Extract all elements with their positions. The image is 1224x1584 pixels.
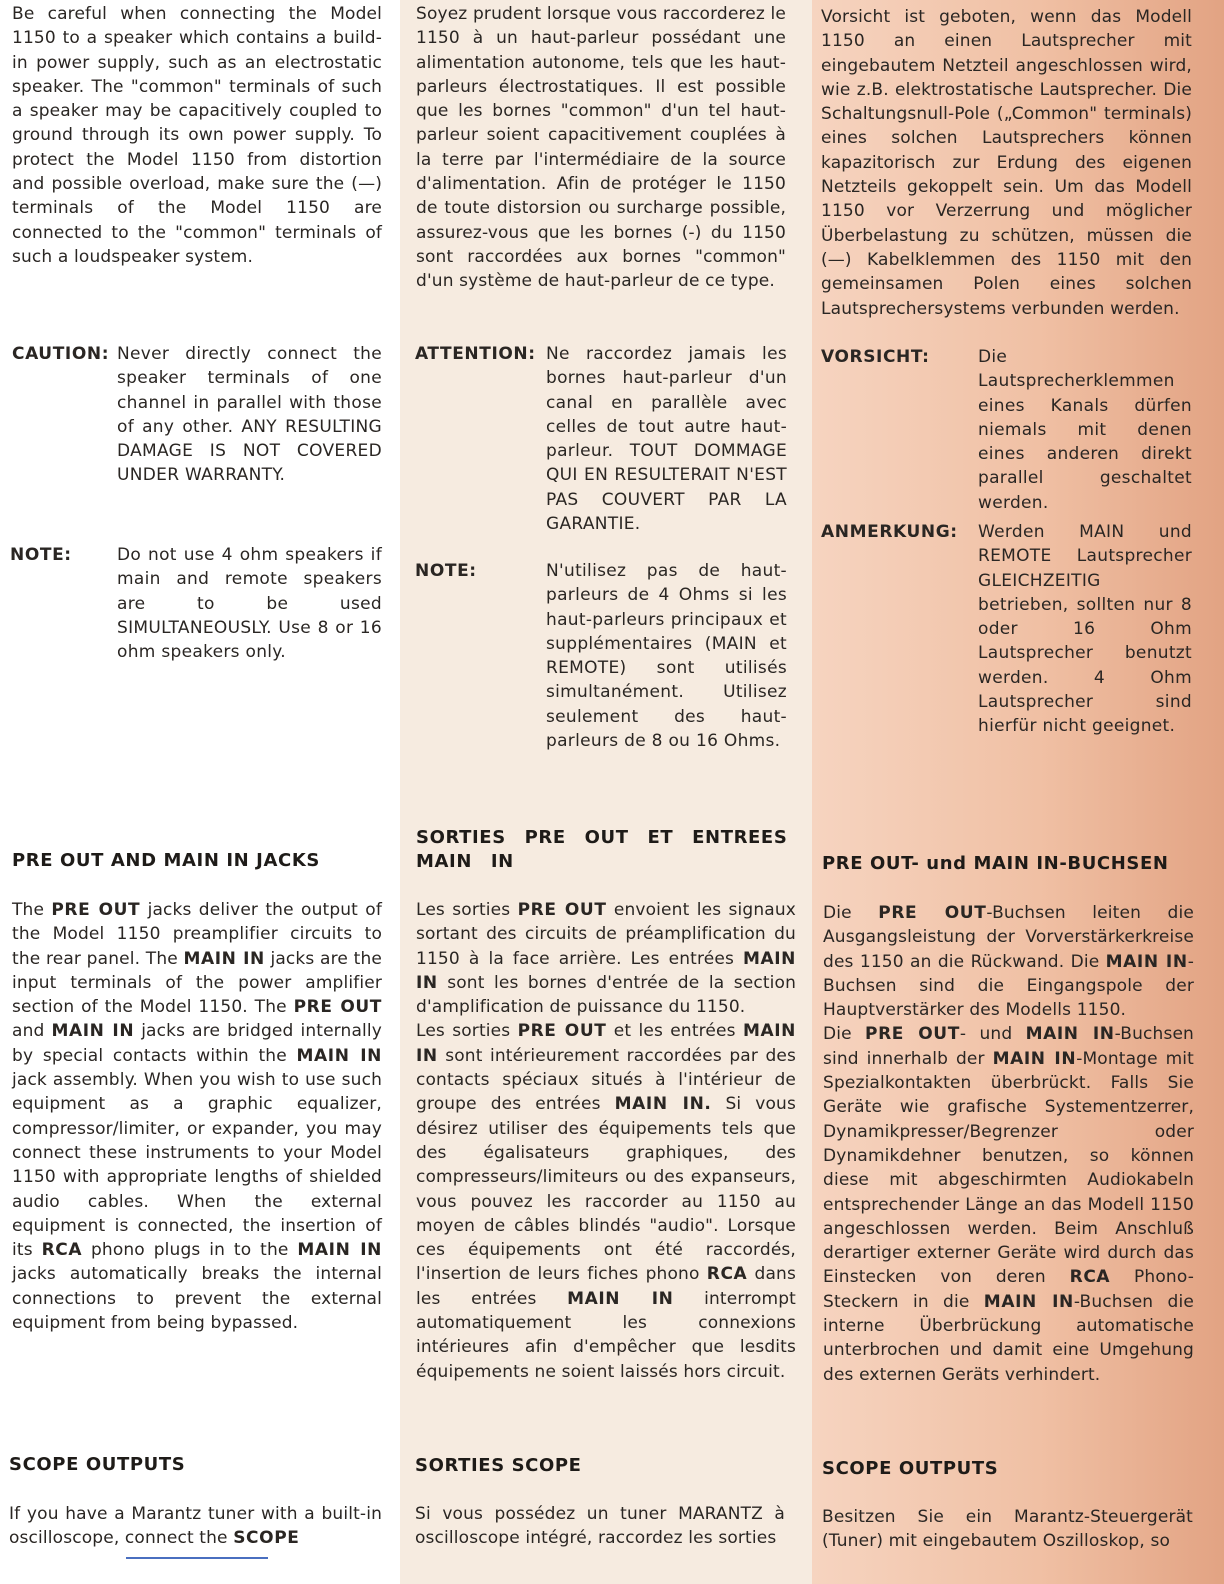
fr-intro-block: [416, 2, 786, 294]
fr-note: [415, 559, 787, 753]
de-note: [821, 520, 1192, 739]
en-caution-text: Never directly connect the speaker terminals of one channel in parallel with those of any other. ANY RESULTING DAMAGE IS NOT COVERED UNDER WARRANTY.: [117, 344, 382, 486]
german-column: [812, 0, 1224, 1584]
de-intro-block: [821, 5, 1192, 321]
en-caution: [12, 342, 382, 488]
en-note-text: Do not use 4 ohm speakers if main and remote speakers are to be used SIMULTANEOUSLY. Use 8 or 16 ohm speakers only.: [117, 545, 382, 663]
de-intro-text: Vorsicht ist geboten, wenn das Modell 1150 an einen Lautsprecher mit eingebautem Netzteil angeschlossen wird, wie z.B. elektrostatische Lautsprecher. Die Schaltungsnull-Pole („Common" terminals) eines solchen Lautsprechers können kapazitorisch zur Erdung des eigenen Netzteils gekoppelt sein. Um das Modell 1150 vor Verzerrung und möglicher Überbelastung zu schützen, müssen die (—) Kabelklemmen des 1150 mit den gemeinsamen Polen eines solchen Lautsprechersystems verbunden werden.: [821, 7, 1192, 319]
de-note-text: Werden MAIN und REMOTE Lautsprecher GLEICHZEITIG betrieben, sollten nur 8 oder 16 Ohm Lautsprecher benutzt werden. 4 Ohm Lautsprecher sind hierfür nicht geeignet.: [978, 522, 1192, 737]
fr-scope-text: Si vous possédez un tuner MARANTZ à oscilloscope intégré, raccordez les sorties: [415, 1504, 785, 1549]
ink-underline-mark: [126, 1557, 268, 1559]
de-preout-block: [823, 901, 1194, 1387]
english-column: [0, 0, 400, 1584]
en-scope-block: [9, 1502, 382, 1551]
en-preout-heading: PRE OUT AND MAIN IN JACKS: [12, 850, 320, 871]
de-caution-text: Die Lautsprecherklemmen eines Kanals dürfen niemals mit denen eines anderen direkt parallel geschaltet werden.: [978, 347, 1192, 513]
en-caution-label: CAUTION:: [12, 344, 110, 364]
fr-intro-text: Soyez prudent lorsque vous raccorderez le 1150 à un haut-parleur possédant une alimentation autonome, tels que les haut-parleurs électrostatiques. Il est possible que les bornes "common" d'un tel haut-parleur soient capacitivement couplées à la terre par l'intermédiaire de la source d'alimentation. Afin de protéger le 1150 de toute distorsion ou surcharge possible, assurez-vous que les bornes (-) du 1150 sont raccordées aux bornes "common" d'un système de haut-parleur de ce type.: [416, 4, 786, 292]
de-scope-text: Besitzen Sie ein Marantz-Steuergerät (Tuner) mit eingebautem Oszilloskop, so: [822, 1507, 1193, 1552]
fr-preout-block: [416, 898, 796, 1384]
de-caution-label: VORSICHT:: [821, 347, 930, 367]
de-scope-block: [822, 1505, 1193, 1554]
de-scope-heading: SCOPE OUTPUTS: [822, 1458, 999, 1479]
fr-note-text: N'utilisez pas de haut-parleurs de 4 Ohms si les haut-parleurs principaux et supplémentaires (MAIN et REMOTE) sont utilisés simultanément. Utilisez seulement des haut-parleurs de 8 ou 16 Ohms.: [546, 561, 787, 752]
fr-preout-text-1: Les sorties PRE OUT envoient les signaux sortant des circuits de préamplification du 1150 à la face arrière. Les entrées MAIN IN sont les bornes d'entrée de la section d'amplification de puissance du 1150.: [416, 900, 796, 1018]
de-caution: [821, 345, 1192, 515]
fr-note-label: NOTE:: [415, 561, 477, 581]
en-preout-text: The PRE OUT jacks deliver the output of the Model 1150 preamplifier circuits to the rear panel. The MAIN IN jacks are the input terminals of the power amplifier section of the Model 1150. The PRE OUT and MAIN IN jacks are bridged internally by special contacts within the MAIN IN jack assembly. When you wish to use such equipment as a graphic equalizer, compressor/limiter, or expander, you may connect these instruments to your Model 1150 with appropriate lengths of shielded audio cables. When the external equipment is connected, the insertion of its RCA phono plugs in to the MAIN IN jacks automatically breaks the internal connections to prevent the external equipment from being bypassed.: [12, 900, 382, 1334]
fr-caution: [415, 342, 787, 536]
fr-scope-heading: SORTIES SCOPE: [415, 1455, 582, 1476]
fr-preout-text-2: Les sorties PRE OUT et les entrées MAIN IN sont intérieurement raccordées par des contacts spéciaux situés à l'intérieur de groupe des entrées MAIN IN. Si vous désirez utiliser des équipements tels que des égalisateurs graphiques, des compresseurs/limiteurs ou des expanseurs, vous pouvez les raccorder au 1150 au moyen de câbles blindés "audio". Lorsque ces équipements ont été raccordés, l'insertion de leurs fiches phono RCA dans les entrées MAIN IN interrompt automatiquement les connexions intérieures afin d'empêcher que lesdits équipements ne soient laissés hors circuit.: [416, 1021, 796, 1382]
en-preout-block: [12, 898, 382, 1335]
french-column: [400, 0, 812, 1584]
en-note: [10, 543, 382, 664]
de-preout-heading: PRE OUT- und MAIN IN-BUCHSEN: [822, 853, 1169, 874]
fr-caution-text: Ne raccordez jamais les bornes haut-parleur d'un canal en parallèle avec celles de tout autre haut-parleur. TOUT DOMMAGE QUI EN RESULTERAIT N'EST PAS COUVERT PAR LA GARANTIE.: [546, 344, 787, 535]
de-preout-text-1: Die PRE OUT-Buchsen leiten die Ausgangsleistung der Vorverstärkerkreise des 1150 an die Rückwand. Die MAIN IN-Buchsen sind die Eingangspole der Hauptverstärker des Modells 1150.: [823, 903, 1194, 1021]
en-intro-block: [12, 2, 382, 269]
de-preout-text-2: Die PRE OUT- und MAIN IN-Buchsen sind innerhalb der MAIN IN-Montage mit Spezialkontakten überbrückt. Falls Sie Geräte wie grafische Systementzerrer, Dynamikpresser/Begrenzer oder Dynamikdehner benutzen, so können diese mit abgeschirmten Audiokabeln entsprechender Länge an das Modell 1150 angeschlossen werden. Beim Anschluß derartiger externer Geräte wird durch das Einstecken von deren RCA Phono-Steckern in die MAIN IN-Buchsen die interne Überbrückung automatische unterbrochen und damit eine Umgehung des externen Geräts verhindert.: [823, 1024, 1194, 1385]
en-intro-text: Be careful when connecting the Model 1150 to a speaker which contains a build-in power supply, such as an electrostatic speaker. The "common" terminals of such a speaker may be capacitively coupled to ground through its own power supply. To protect the Model 1150 from distortion and possible overload, make sure the (—) terminals of the Model 1150 are connected to the "common" terminals of such a loudspeaker system.: [12, 4, 382, 267]
en-scope-heading: SCOPE OUTPUTS: [9, 1454, 186, 1475]
en-note-label: NOTE:: [10, 545, 72, 565]
fr-scope-block: [415, 1502, 785, 1551]
fr-caution-label: ATTENTION:: [415, 344, 536, 364]
fr-preout-heading: SORTIES PRE OUT ET ENTREES MAIN IN: [416, 827, 788, 872]
en-scope-text: If you have a Marantz tuner with a built-in oscilloscope, connect the SCOPE: [9, 1504, 382, 1549]
de-note-label: ANMERKUNG:: [821, 522, 958, 542]
